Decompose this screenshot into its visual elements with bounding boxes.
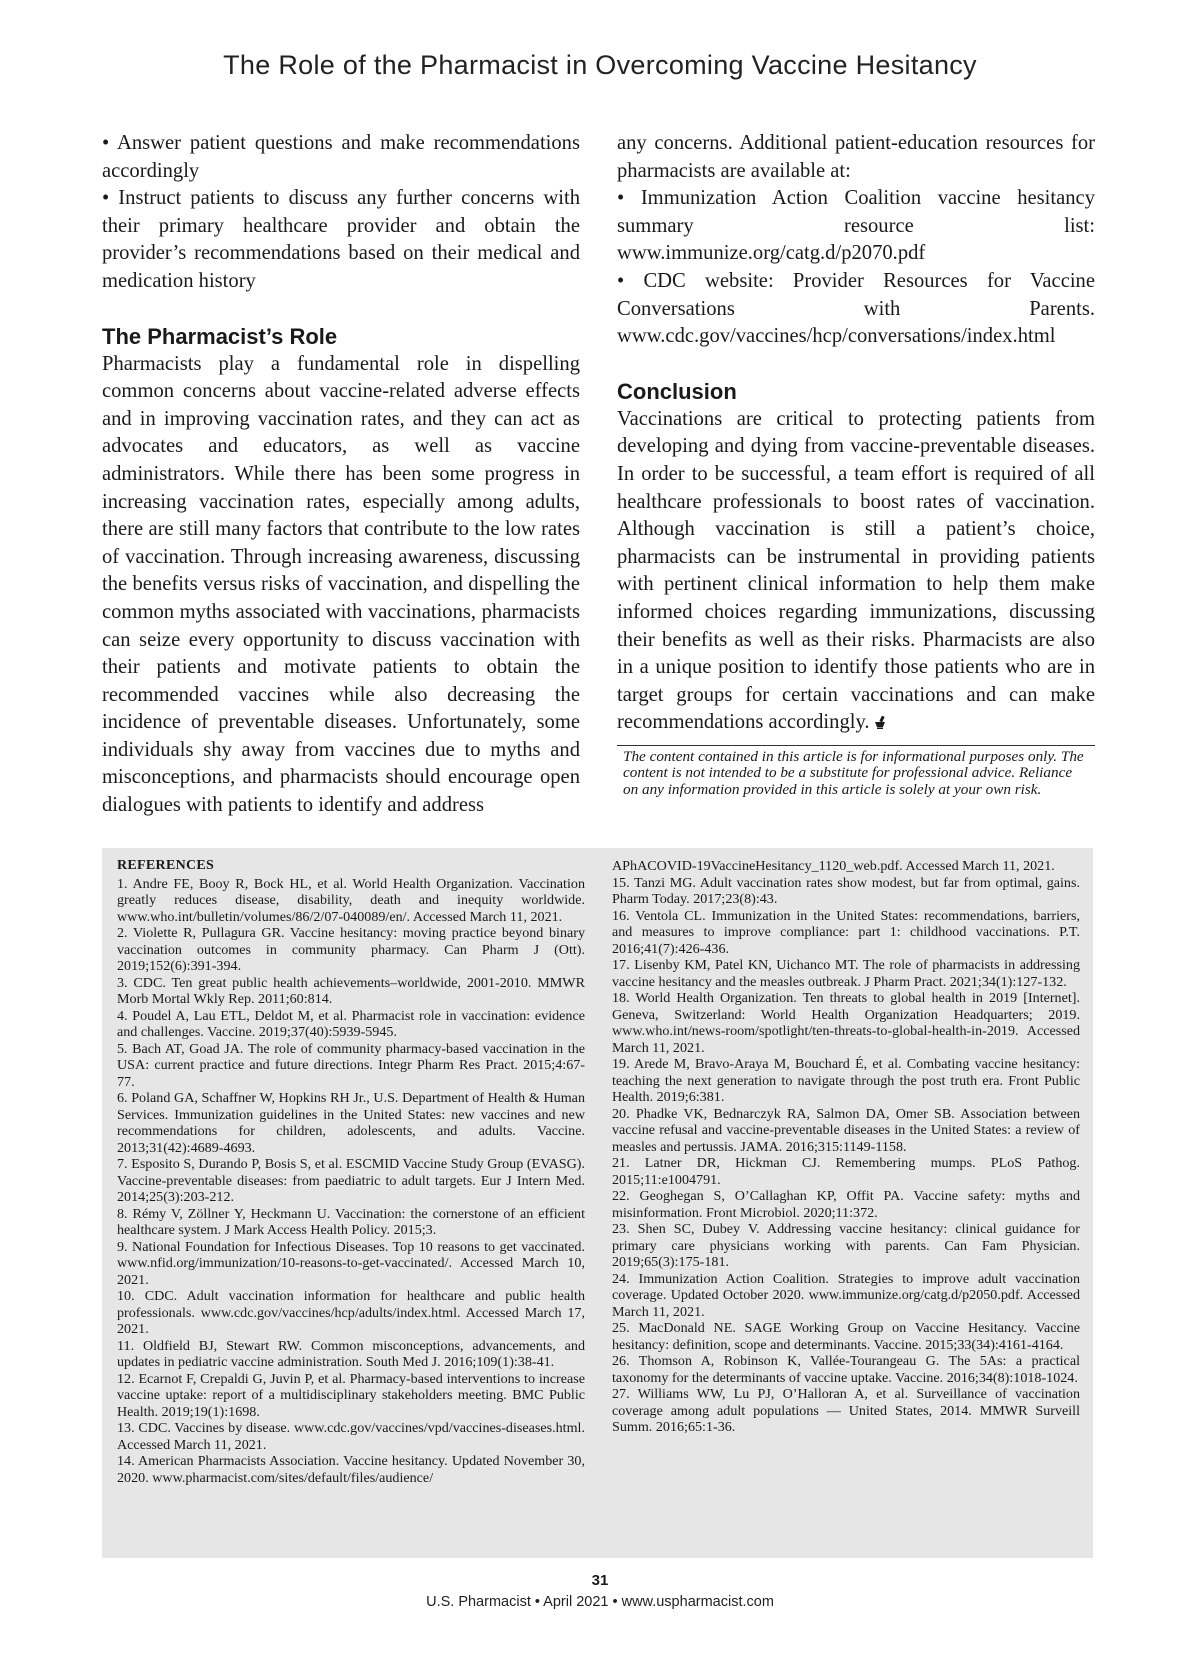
reference-item: APhACOVID-19VaccineHesitancy_1120_web.pdf. Accessed March 11, 2021.: [612, 858, 1055, 874]
reference-item: 6. Poland GA, Schaffner W, Hopkins RH Jr., U.S. Department of Health & Human Services. Immunization guidelines in the United States: new vaccines and new recommendations for children, adolescents, and adults. Vaccine. 2013;31(42):4689-4693.: [117, 1090, 585, 1156]
reference-item: 12. Ecarnot F, Crepaldi G, Juvin P, et al. Pharmacy-based interventions to increase vaccine uptake: report of a multidisciplinary stakeholders meeting. BMC Public Health. 2019;19(1):1698.: [117, 1370, 585, 1420]
section-heading-pharmacist-role: The Pharmacist’s Role: [102, 323, 338, 349]
mortar-pestle-icon: [874, 716, 886, 729]
reference-item: 19. Arede M, Bravo-Araya M, Bouchard É, et al. Combating vaccine hesitancy: teaching the next generation to navigate through the post truth era. Front Public Health. 2019;6:381.: [612, 1056, 1080, 1105]
reference-item: 4. Poudel A, Lau ETL, Deldot M, et al. Pharmacist role in vaccination: evidence and challenges. Vaccine. 2019;37(40):5939-5945.: [117, 1007, 585, 1040]
reference-item: 23. Shen SC, Dubey V. Addressing vaccine hesitancy: clinical guidance for primary care physicians working with parents. Can Fam Physician. 2019;65(3):175-181.: [612, 1221, 1080, 1270]
publication-footer: U.S. Pharmacist • April 2021 • www.uspharmacist.com: [426, 1594, 774, 1610]
body-paragraph: Pharmacists play a fundamental role in dispelling common concerns about vaccine-related adverse effects and in improving vaccination rates, and they can act as advocates and educators, as well as vaccine administrators. While there has been some progress in increasing vaccination rates, especially among adults, there are still many factors that contribute to the low rates of vaccination. Through increasing awareness, discussing the benefits versus risks of vaccination, and dispelling the common myths associated with vaccinations, pharmacists can seize every opportunity to discuss vaccination with their patients and motivate patients to obtain the recommended vaccines while also decreasing the incidence of preventable diseases. Unfortunately, some individuals shy away from vaccines due to myths and misconceptions, and pharmacists should encourage open dialogues with patients to identify and address: [102, 352, 580, 817]
reference-item: 15. Tanzi MG. Adult vaccination rates show modest, but far from optimal, gains. Pharm Today. 2017;23(8):43.: [612, 874, 1080, 907]
reference-item: 22. Geoghegan S, O’Callaghan KP, Offit PA. Vaccine safety: myths and misinformation. Front Microbiol. 2020;11:372.: [612, 1188, 1080, 1221]
body-paragraph: any concerns. Additional patient-education resources for pharmacists are available at:: [617, 132, 1095, 182]
bullet-item: • Answer patient questions and make recommendations accordingly: [102, 132, 580, 182]
reference-item: 7. Esposito S, Durando P, Bosis S, et al. ESCMID Vaccine Study Group (EVASG). Vaccine-preventable diseases: from paediatric to adult targets. Eur J Intern Med. 2014;25(3):203-212.: [117, 1156, 585, 1205]
resource-link-item[interactable]: • CDC website: Provider Resources for Vaccine Conversations with Parents. www.cdc.gov/vaccines/hcp/conversations/index.html: [617, 269, 1095, 348]
references-right-column: [612, 858, 1080, 1436]
references-left-column: [117, 858, 585, 1486]
reference-item: 26. Thomson A, Robinson K, Vallée-Tourangeau G. The 5As: a practical taxonomy for the determinants of vaccine uptake. Vaccine. 2016;34(8):1018-1024.: [612, 1353, 1080, 1386]
reference-item: 13. CDC. Vaccines by disease. www.cdc.gov/vaccines/vpd/vaccines-diseases.html. Accessed March 11, 2021.: [117, 1420, 585, 1453]
reference-item: 18. World Health Organization. Ten threats to global health in 2019 [Internet]. Geneva, Switzerland: World Health Organization Headquarters; 2019. www.who.int/news-room/spotlight/ten-threats-to-global-health-in-2019. Accessed March 11, 2021.: [612, 990, 1080, 1056]
reference-item: 24. Immunization Action Coalition. Strategies to improve adult vaccination coverage. Updated October 2020. www.immunize.org/catg.d/p2050.pdf. Accessed March 11, 2021.: [612, 1270, 1080, 1320]
right-column: [617, 130, 1095, 798]
reference-item: 27. Williams WW, Lu PJ, O’Halloran A, et al. Surveillance of vaccination coverage among adult populations — United States, 2014. MMWR Surveill Summ. 2016;65:1-36.: [612, 1386, 1080, 1435]
reference-item: 25. MacDonald NE. SAGE Working Group on Vaccine Hesitancy. Vaccine hesitancy: definition, scope and determinants. Vaccine. 2015;33(34):4161-4164.: [612, 1320, 1080, 1353]
bullet-item: • Instruct patients to discuss any further concerns with their primary healthcare provider and obtain the provider’s recommendations based on their medical and medication history: [102, 187, 580, 292]
left-column: [102, 130, 580, 820]
reference-item: 14. American Pharmacists Association. Vaccine hesitancy. Updated November 30, 2020. www.pharmacist.com/sites/default/files/audience/: [117, 1453, 585, 1486]
reference-item: 20. Phadke VK, Bednarczyk RA, Salmon DA, Omer SB. Association between vaccine refusal and vaccine-preventable diseases in the United States: a review of measles and pertussis. JAMA. 2016;315:1149-1158.: [612, 1105, 1080, 1155]
page-title: The Role of the Pharmacist in Overcoming Vaccine Hesitancy: [223, 50, 977, 80]
reference-item: 1. Andre FE, Booy R, Bock HL, et al. World Health Organization. Vaccination greatly reduces disease, disability, death and inequity worldwide. www.who.int/bulletin/volumes/86/2/07-040089/en/. Accessed March 11, 2021.: [117, 875, 585, 925]
disclaimer: The content contained in this article is for informational purposes only. The content is not intended to be a substitute for professional advice. Reliance on any information provided in this article is solely at your own risk.: [617, 745, 1095, 799]
resource-link-item[interactable]: • Immunization Action Coalition vaccine hesitancy summary resource list: www.immunize.org/catg.d/p2070.pdf: [617, 187, 1095, 265]
reference-item: 5. Bach AT, Goad JA. The role of community pharmacy-based vaccination in the USA: current practice and future directions. Integr Pharm Res Pract. 2015;4:67-77.: [117, 1040, 585, 1090]
reference-item: 2. Violette R, Pullagura GR. Vaccine hesitancy: moving practice beyond binary vaccination outcomes in community pharmacy. Can Pharm J (Ott). 2019;152(6):391-394.: [117, 925, 585, 974]
reference-item: 16. Ventola CL. Immunization in the United States: recommendations, barriers, and measures to improve compliance: part 1: childhood vaccinations. P.T. 2016;41(7):426-436.: [612, 907, 1080, 957]
reference-item: 10. CDC. Adult vaccination information for healthcare and public health professionals. www.cdc.gov/vaccines/hcp/adults/index.html. Accessed March 17, 2021.: [117, 1288, 585, 1337]
section-heading-conclusion: Conclusion: [617, 378, 737, 404]
reference-item: 21. Latner DR, Hickman CJ. Remembering mumps. PLoS Pathog. 2015;11:e1004791.: [612, 1155, 1080, 1188]
conclusion-text: Vaccinations are critical to protecting patients from developing and dying from vaccine-preventable diseases. In order to be successful, a team effort is required of all healthcare professionals to boost rates of vaccination. Although vaccination is still a patient’s choice, pharmacists can be instrumental in providing patients with pertinent clinical information to help them make informed choices regarding immunizations, discussing their benefits as well as their risks. Pharmacists are also in a unique position to identify those patients who are in target groups for certain vaccinations and can make recommendations accordingly.: [617, 407, 1095, 734]
reference-item: 11. Oldfield BJ, Stewart RW. Common misconceptions, advancements, and updates in pediatric vaccine administration. South Med J. 2016;109(1):38-41.: [117, 1337, 585, 1370]
reference-item: 17. Lisenby KM, Patel KN, Uichanco MT. The role of pharmacists in addressing vaccine hesitancy and the measles outbreak. J Pharm Pract. 2021;34(1):127-132.: [612, 957, 1080, 990]
references-heading: REFERENCES: [117, 858, 215, 873]
conclusion-paragraph: [617, 406, 1095, 737]
references-box: [102, 848, 1093, 1558]
reference-item: 3. CDC. Ten great public health achievements–worldwide, 2001-2010. MMWR Morb Mortal Wkly Rep. 2011;60:814.: [117, 974, 585, 1007]
reference-item: 9. National Foundation for Infectious Diseases. Top 10 reasons to get vaccinated. www.nfid.org/immunization/10-reasons-to-get-vaccinated/. Accessed March 10, 2021.: [117, 1238, 585, 1288]
page-number: 31: [591, 1572, 609, 1589]
reference-item: 8. Rémy V, Zöllner Y, Heckmann U. Vaccination: the cornerstone of an efficient healthcare system. J Mark Access Health Policy. 2015;3.: [117, 1205, 585, 1238]
